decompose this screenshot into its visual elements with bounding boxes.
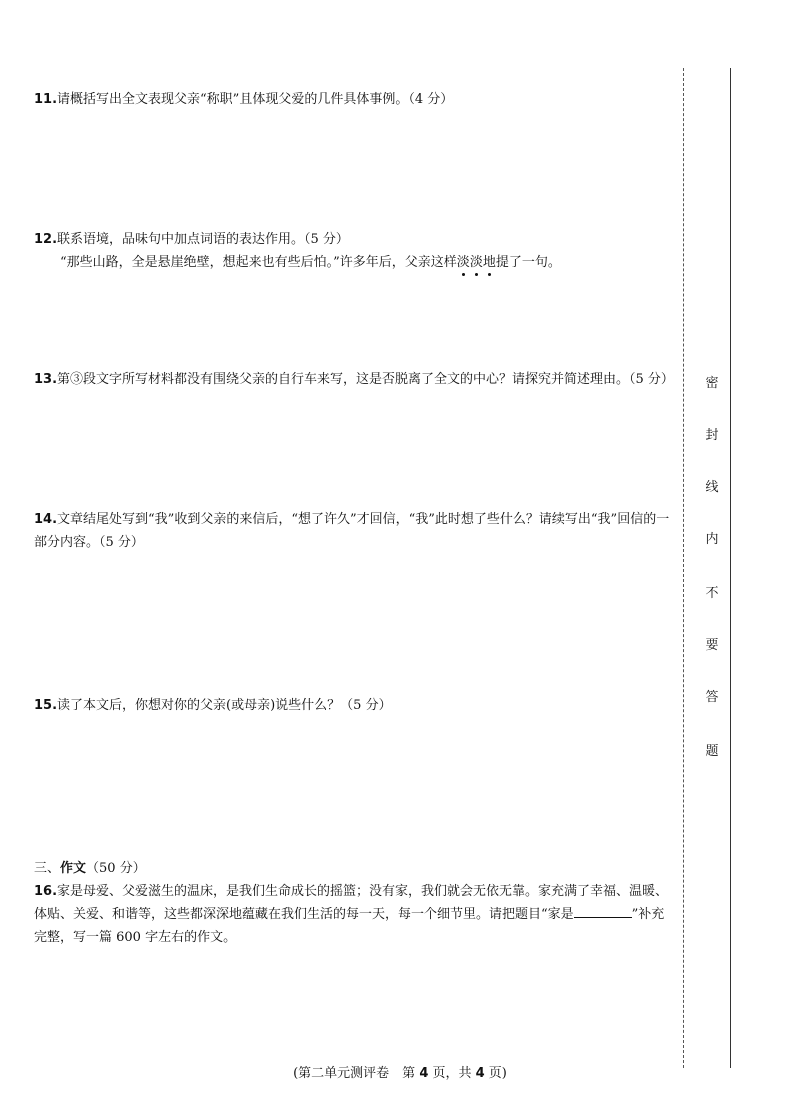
dotted-char: 淡 bbox=[469, 255, 483, 270]
seal-char: 密 bbox=[705, 376, 719, 391]
question-13 bbox=[34, 368, 674, 391]
question-text: 请概括写出全文表现父亲“称职”且体现父爱的几件具体事例。（4 分） bbox=[57, 92, 454, 107]
question-number: 16. bbox=[34, 884, 58, 899]
section-score: （50 分） bbox=[86, 861, 146, 876]
quote-text: 提了一句。 bbox=[495, 255, 561, 270]
page-footer bbox=[0, 1062, 800, 1081]
seal-char: 要 bbox=[705, 638, 719, 653]
seal-solid-line bbox=[730, 68, 731, 1068]
question-text: 读了本文后，你想对你的父亲(或母亲)说些什么？（5 分） bbox=[57, 698, 392, 713]
footer-text: 页，共 bbox=[428, 1066, 476, 1081]
seal-char: 不 bbox=[705, 586, 719, 601]
dotted-char: 地 bbox=[482, 255, 496, 270]
page-total: 4 bbox=[475, 1066, 485, 1081]
seal-char: 封 bbox=[705, 428, 719, 443]
dotted-char: 淡 bbox=[456, 255, 470, 270]
question-16 bbox=[34, 880, 674, 949]
question-15 bbox=[34, 694, 674, 717]
question-text: 文章结尾处写到“我”收到父亲的来信后，“想了许久”才回信，“我”此时想了些什么？请续写出“我”回信的一部分内容。（5 分） bbox=[34, 512, 670, 550]
seal-char: 题 bbox=[705, 744, 719, 759]
seal-char: 答 bbox=[705, 690, 719, 705]
page-number: 4 bbox=[419, 1066, 429, 1081]
seal-char: 线 bbox=[705, 480, 719, 495]
question-number: 14. bbox=[34, 512, 58, 527]
fill-in-blank bbox=[574, 903, 632, 918]
question-number: 11. bbox=[34, 92, 58, 107]
question-number: 12. bbox=[34, 232, 58, 247]
seal-char: 内 bbox=[705, 532, 719, 547]
question-11 bbox=[34, 88, 674, 111]
section-heading bbox=[34, 858, 146, 880]
question-14 bbox=[34, 508, 674, 554]
seal-dashed-line bbox=[683, 68, 684, 1068]
quoted-sentence bbox=[34, 251, 674, 274]
question-number: 13. bbox=[34, 372, 58, 387]
question-text: 第③段文字所写材料都没有围绕父亲的自行车来写，这是否脱离了全文的中心？请探究并简述理由。（5 分） bbox=[57, 372, 674, 387]
section-title: 作文 bbox=[60, 861, 87, 876]
question-number: 15. bbox=[34, 698, 58, 713]
section-prefix: 三、 bbox=[34, 861, 61, 876]
footer-text: 页) bbox=[484, 1066, 507, 1081]
question-text: ”补充完整，写一篇 600 字左右的作文。 bbox=[34, 907, 665, 945]
quote-text: “那些山路，全是悬崖绝壁，想起来也有些后怕。”许多年后，父亲这样 bbox=[60, 255, 457, 270]
footer-text: (第二单元测评卷 第 bbox=[293, 1066, 420, 1081]
question-12 bbox=[34, 228, 674, 274]
question-text: 家是母爱、父爱滋生的温床，是我们生命成长的摇篮；没有家，我们就会无依无靠。家充满了幸福、温暖、体贴、关爱、和谐等，这些都深深地蕴藏在我们生活的每一天，每一个细节里。请把题目“家是 bbox=[34, 884, 669, 922]
question-text: 联系语境，品味句中加点词语的表达作用。（5 分） bbox=[57, 232, 349, 247]
